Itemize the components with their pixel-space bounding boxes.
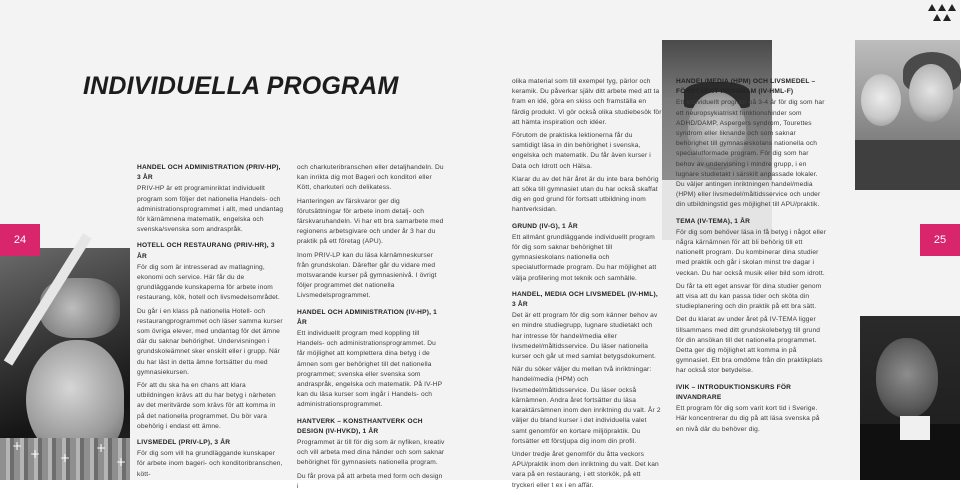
- paragraph: För dig som vill ha grundläggande kunskaper för arbete inom bageri- och konditoribranschen, kött-: [137, 450, 283, 478]
- paragraph: Förutom de praktiska lektionerna får du samtidigt läsa in din behörighet i svenska, engelska och matematik. Du får även kurser i Data och Idrott och Hälsa.: [512, 132, 651, 170]
- section-heading: HANTVERK – KONSTHANTVERK OCH DESIGN (IV-HVKD), 1 ÅR: [297, 417, 423, 435]
- section-heading: HOTELL OCH RESTAURANG (PRIV-HR), 3 ÅR: [137, 242, 275, 260]
- photo-face: [861, 74, 901, 126]
- paragraph: Du får ta ett eget ansvar för dina studier genom att visa att du kan passa tider och sköta din studieplanering och din praktik på ett bra sätt.: [676, 282, 822, 311]
- section-heading: LIVSMEDEL (PRIV-LP), 3 ÅR: [137, 439, 231, 447]
- paragraph: För dig som behöver läsa in få betyg i något eller några kärnämnen för att bli behörig till ett nationellt program. Du kombinerar dina studier med praktik och går i skolan minst tre dagar i veckan. Du har också musik eller bild som idrott.: [676, 228, 827, 277]
- page-number-right: 25: [920, 224, 960, 256]
- photo-shirt: [855, 140, 960, 190]
- plus-icon: +: [96, 441, 107, 455]
- section-heading: HANDEL OCH ADMINISTRATION (IV-HP), 1 ÅR: [297, 308, 438, 326]
- paragraph: Du går i en klass på nationella Hotell- och restaurangprogrammet och läser samma kurser som övriga elever, med undantag för det ämne där du saknar behörighet. Undervisningen i grundskoleämnet sker enskilt eller i grupp. När du har läst in detta ämne fortsätter du med gymnasiekursen.: [137, 307, 283, 376]
- photo-face: [876, 338, 938, 418]
- plus-icon: +: [12, 439, 23, 453]
- text-column-3: [512, 77, 662, 494]
- paragraph: olika material som till exempel tyg, pärlor och keramik. Du påverkar själv ditt arbete med att ta fram en idé, göra en skiss och framställa en färdig produkt. Vi gör också olika studiebesök för att hämta inspiration och idéer.: [512, 78, 662, 126]
- paragraph: Inom PRIV-LP kan du läsa kärnämneskurser från grundskolan. Därefter går du vidare med motsvarande kurser på gymnasienivå. I övrigt följer programmet det nationella Livsmedelsprogrammet.: [297, 251, 437, 300]
- section-heading: HANDEL, MEDIA OCH LIVSMEDEL (IV-HML), 3 ÅR: [512, 290, 658, 309]
- paragraph: Du får prova på att arbeta med form och design i: [297, 472, 443, 490]
- paragraph: Hanteringen av färskvaror ger dig förutsättningar för arbete inom detalj- och färskvaruhandeln. Vi har ett bra samarbete med regionens arbetsgivare och under år 3 har du praktik på ett företag (APU).: [297, 197, 444, 246]
- section-heading: IVIK – INTRODUKTIONSKURS FÖR INVANDRARE: [676, 383, 792, 401]
- plus-icon: +: [60, 451, 71, 465]
- photo-face: [909, 64, 953, 122]
- paragraph: Det du klarat av under året på IV-TEMA ligger tillsammans med ditt grundskolebetyg till grund för din ansökan till det nationella programmet. Detta ger dig möjlighet att komma in på gymnasiet. Ett bra omdöme från din praktikplats har också stor betydelse.: [676, 316, 823, 375]
- plus-icon: +: [30, 447, 41, 461]
- paragraph: PRIV-HP är ett programinriktat individuellt program som följer det nationella Handels- och administrationsprogrammet i allt, med undantag för kärnämnena matematik, engelska och svenska/svenska som andraspråk.: [137, 185, 284, 234]
- paragraph: Ett individuellt program på 3-4 år för dig som har ett neuropsykiatriskt funktionshinder som ADHD/DAMP, Aspergers syndrom, Tourettes syndrom eller liknande och som saknar behörighet till gymnasieskolans nationella och specialutformade program. För dig som har behov av undervisning i mindre grupp, i en lugnare studietakt i särskilt anpassade lokaler. Du väljer antingen inriktningen handel/media (HPM) eller livsmedel/måltidsservice och under din utbildningstid ges möjlighet till APU/praktik.: [676, 99, 825, 209]
- section-heading: GRUND (IV-G), 1 ÅR: [512, 222, 578, 230]
- paragraph: För att du ska ha en chans att klara utbildningen krävs att du har betyg i närheten av det meritvärde som krävs för att komma in på det nationella programmet. Du bör vara obehörig i endast ett ämne.: [137, 382, 276, 430]
- paragraph: Klarar du av det här året är du inte bara behörig att söka till gymnasiet utan du har också skaffat dig en god grund för fortsatt utbildning inom hantverksidan.: [512, 175, 659, 214]
- text-column-1: [137, 163, 285, 483]
- paragraph: Ett individuellt program med koppling till Handels- och administrationsprogrammet. Du får möjlighet att komplettera dina betyg i de ämnen som ger behörighet till det nationella programmet; svenska eller svenska som andraspråk, engelska och matematik. På IV-HP kan du läsa kurser som ingår i Handels- och administrationsprogrammet.: [297, 330, 443, 409]
- paragraph: Det är ett program för dig som känner behov av en mindre studiegrupp, lugnare studietakt och har intresse för handel/media eller livsmedel/måltidsservice. Du läser nationella kurser och går ut med samlat betygsdokument.: [512, 312, 658, 361]
- section-heading: HANDEL OCH ADMINISTRATION (PRIV-HP), 3 ÅR: [137, 164, 281, 182]
- text-column-4: [676, 77, 828, 438]
- section-heading: TEMA (IV-TEMA), 1 ÅR: [676, 217, 751, 225]
- paragraph: och charkuteribranschen eller detaljhandeln. Du kan inrikta dig mot Bageri och konditori eller Kött, charkuteri och delikatess.: [297, 164, 444, 192]
- text-column-2: [297, 163, 445, 495]
- paragraph: För dig som är intresserad av matlagning, ekonomi och service. Här får du de grundläggande kunskaperna för arbete inom restaurang, kök, hotell och livsmedelsområdet.: [137, 263, 280, 302]
- plus-icon: +: [116, 455, 127, 469]
- photo-collar: [900, 416, 930, 440]
- paragraph: Ett program för dig som varit kort tid i Sverige. Här koncentrerar du dig på att läsa svenska på en nivå där du behöver dig.: [676, 405, 820, 433]
- triangle-pattern-icon: [943, 14, 951, 21]
- triangle-pattern-icon: [948, 4, 956, 11]
- paragraph: Under tredje året genomför du åtta veckors APU/praktik inom den inriktning du valt. Det kan vara på en restaurang, i ett storkök, på ett tryckeri eller t ex i en affär.: [512, 450, 659, 489]
- page-number-left: 24: [0, 224, 40, 256]
- triangle-pattern-icon: [928, 4, 936, 11]
- photo-two-girls: [855, 40, 960, 190]
- triangle-pattern-icon: [933, 14, 941, 21]
- paragraph: När du söker väljer du mellan två inriktningar: handel/media (HPM) och livsmedel/måltidsservice. Du läser också kärnämnen. Andra året fortsätter du läsa karaktärsämnen inom den inriktning du valt. År 2 väljer du bland kurser i det individuella valet samt genomför en kortare miljöpraktik. Du fortsätter ett förstjupa dig inom din profil.: [512, 366, 661, 445]
- triangle-pattern-icon: [938, 4, 946, 11]
- section-heading: HANDEL/MEDIA (HPM) OCH LIVSMEDEL – FÖRSTÄRKT PROGRAM (IV-HML-F): [676, 78, 816, 96]
- paragraph: Ett allmänt grundläggande individuellt program för dig som saknar behörighet till gymnasieskolans nationella och specialutformade program. Du har möjlighet att välja profilering mot teknik och samhälle.: [512, 233, 657, 282]
- paragraph: Programmet är till för dig som är nyfiken, kreativ och vill arbeta med dina händer och som saknar behörighet för gymnasiets nationella program.: [297, 439, 445, 467]
- photo-young-man: [860, 316, 960, 480]
- page-title: INDIVIDUELLA PROGRAM: [83, 72, 399, 100]
